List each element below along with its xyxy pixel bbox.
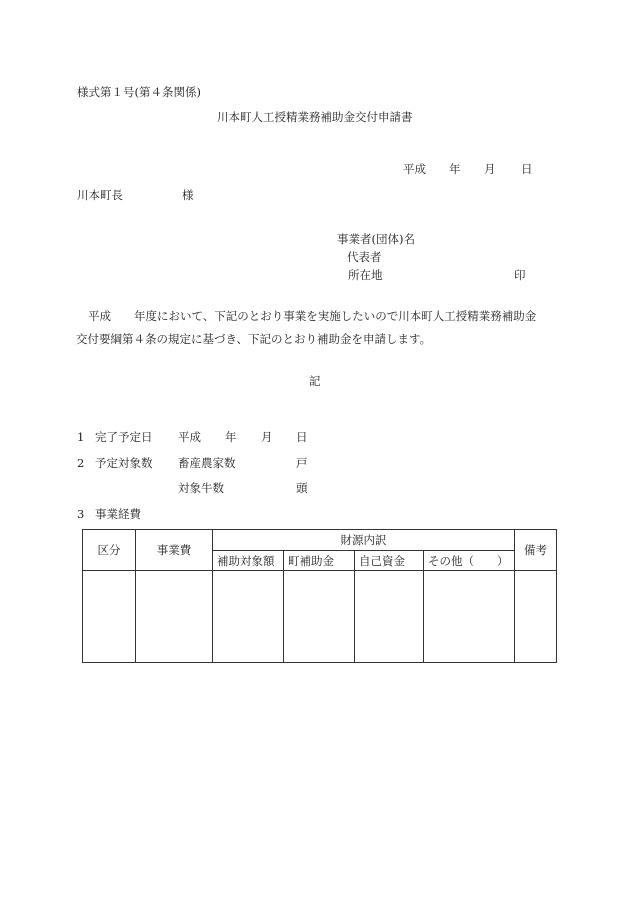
cell-subsidy-target[interactable] [213, 571, 284, 663]
col-jigyohi-header: 事業費 [136, 530, 213, 571]
cell-jigyohi[interactable] [136, 571, 213, 663]
cell-own-funds[interactable] [355, 571, 424, 663]
date-month-suffix: 月 [484, 162, 496, 176]
cell-kubun[interactable] [83, 571, 136, 663]
statement-line-2: 交付要綱第４条の規定に基づき、下記のとおり補助金を申請します。 [76, 332, 432, 346]
address-label: 所在地 [348, 268, 383, 282]
date-year-suffix: 年 [449, 162, 461, 176]
ki-heading: 記 [309, 374, 321, 388]
business-name-label: 事業者(団体)名 [337, 232, 415, 246]
item-3-label: 事業経費 [95, 507, 141, 521]
cattle-count-label: 対象牛数 [178, 481, 224, 495]
form-number: 様式第１号(第４条関係) [77, 85, 201, 99]
item-1-month: 月 [261, 430, 273, 444]
addressee-name: 川本町長 [77, 188, 123, 202]
cattle-count-unit: 頭 [296, 481, 308, 495]
item-2-label: 予定対象数 [95, 456, 153, 470]
seal-mark: 印 [514, 268, 526, 282]
representative-label: 代表者 [347, 250, 382, 264]
col-town-subsidy-header: 町補助金 [284, 551, 355, 571]
cell-town-subsidy[interactable] [284, 571, 355, 663]
farm-count-label: 畜産農家数 [178, 456, 236, 470]
col-other-header: その他（ ） [424, 551, 515, 571]
table-row [83, 571, 557, 663]
item-3-number: 3 [77, 507, 85, 521]
item-1-day: 日 [296, 430, 308, 444]
col-funding-breakdown-header: 財源内訳 [213, 530, 515, 551]
col-subsidy-target-header: 補助対象額 [213, 551, 284, 571]
item-1-year: 年 [225, 430, 237, 444]
date-era: 平成 [403, 162, 426, 176]
item-1-era: 平成 [178, 430, 201, 444]
item-1-number: 1 [77, 430, 85, 444]
date-day-suffix: 日 [521, 162, 533, 176]
form-title: 川本町人工授精業務補助金交付申請書 [217, 110, 413, 124]
col-biko-header: 備考 [515, 530, 557, 571]
addressee-honorific: 様 [182, 188, 194, 202]
item-2-number: 2 [77, 456, 85, 470]
cell-other[interactable] [424, 571, 515, 663]
application-statement [76, 311, 566, 348]
col-own-funds-header: 自己資金 [355, 551, 424, 571]
cell-biko[interactable] [515, 571, 557, 663]
item-1-label: 完了予定日 [95, 430, 153, 444]
col-kubun-header: 区分 [83, 530, 136, 571]
statement-line-1: 平成 年度において、下記のとおり事業を実施したいので川本町人工授精業務補助金 [88, 309, 537, 323]
farm-count-unit: 戸 [296, 456, 308, 470]
expense-table [82, 529, 557, 663]
